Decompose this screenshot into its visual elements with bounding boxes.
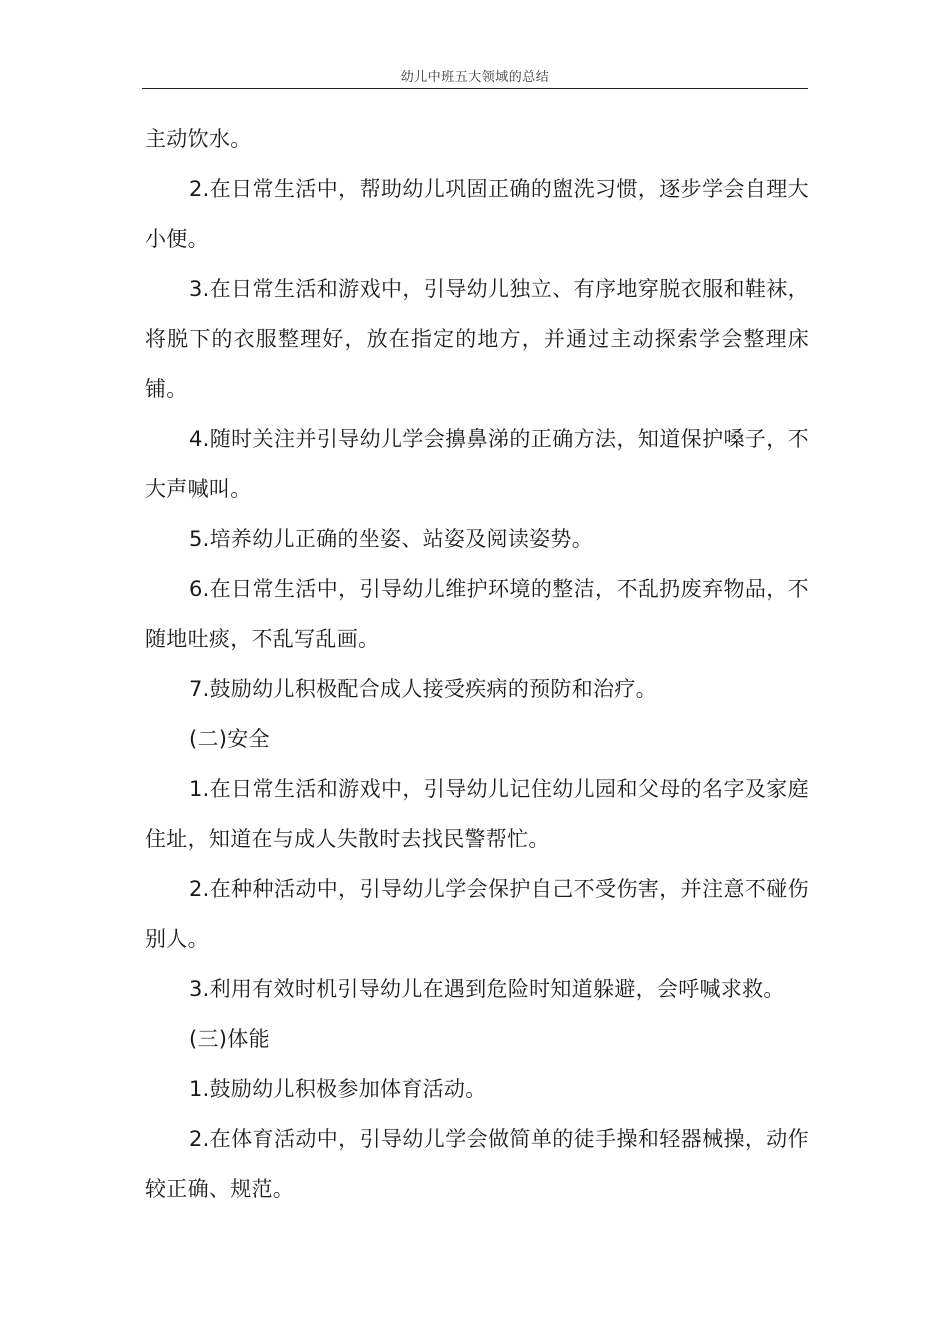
paragraph: 6.在日常生活中，引导幼儿维护环境的整洁，不乱扔废弃物品，不随地吐痰，不乱写乱画。: [145, 577, 809, 651]
paragraph: 2.在种种活动中，引导幼儿学会保护自己不受伤害，并注意不碰伤别人。: [145, 877, 809, 951]
header-divider: [142, 88, 808, 89]
running-header-title: 幼儿中班五大领域的总结: [400, 70, 550, 85]
paragraph: 7.鼓励幼儿积极配合成人接受疾病的预防和治疗。: [189, 677, 657, 701]
section-heading-safety: (二)安全: [189, 727, 270, 751]
paragraph: 2.在日常生活中，帮助幼儿巩固正确的盥洗习惯，逐步学会自理大小便。: [145, 177, 809, 251]
paragraph: 4.随时关注并引导幼儿学会擤鼻涕的正确方法，知道保护嗓子，不大声喊叫。: [145, 427, 809, 501]
paragraph: 主动饮水。: [145, 127, 252, 151]
paragraph: 2.在体育活动中，引导幼儿学会做简单的徒手操和轻器械操，动作较正确、规范。: [145, 1127, 809, 1201]
paragraph: 1.鼓励幼儿积极参加体育活动。: [189, 1077, 487, 1101]
paragraph: 5.培养幼儿正确的坐姿、站姿及阅读姿势。: [189, 527, 594, 551]
paragraph: 1.在日常生活和游戏中，引导幼儿记住幼儿园和父母的名字及家庭住址，知道在与成人失散时去找民警帮忙。: [145, 777, 809, 851]
paragraph: 3.利用有效时机引导幼儿在遇到危险时知道躲避，会呼喊求救。: [189, 977, 785, 1001]
section-heading-physical: (三)体能: [189, 1027, 270, 1051]
paragraph: 3.在日常生活和游戏中，引导幼儿独立、有序地穿脱衣服和鞋袜，将脱下的衣服整理好，放在指定的地方，并通过主动探索学会整理床铺。: [145, 277, 809, 401]
document-body: [145, 114, 809, 1214]
